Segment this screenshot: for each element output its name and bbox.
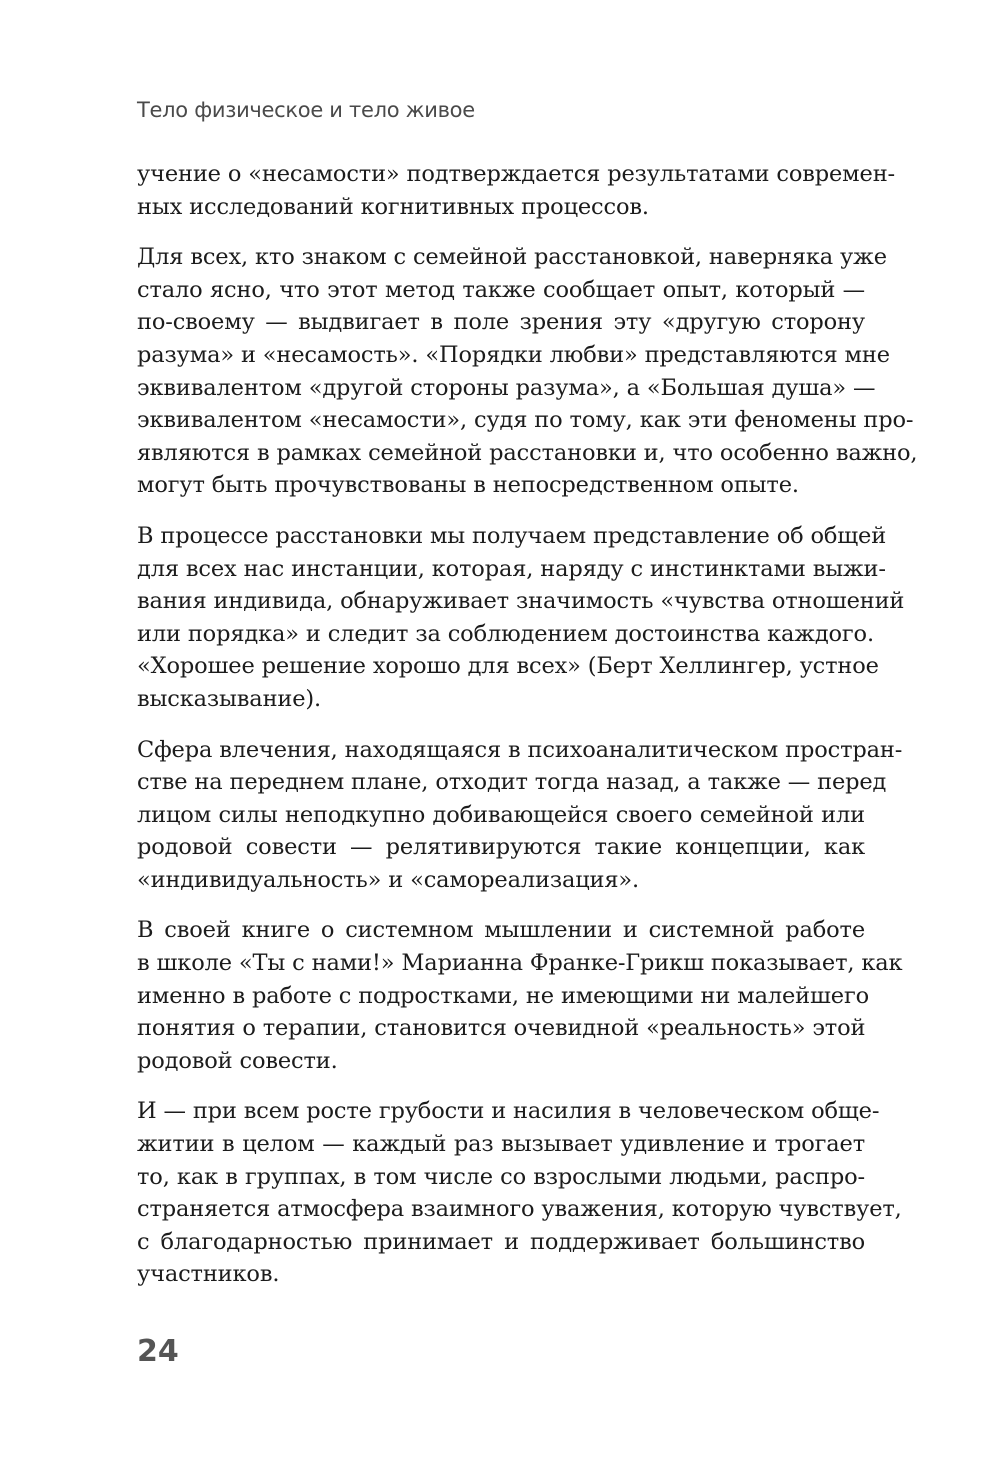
- text-line: эквивалентом «другой стороны разума», а «Большая душа» —: [137, 374, 876, 401]
- running-head: Тело физическое и тело живое: [137, 98, 475, 122]
- page-number: 24: [137, 1334, 179, 1369]
- text-line: то, как в группах, в том числе со взрослыми людьми, распро-: [137, 1163, 865, 1190]
- text-line: В процессе расстановки мы получаем представление об общей: [137, 522, 887, 549]
- text-line: именно в работе с подростками, не имеющими ни малейшего: [137, 982, 869, 1009]
- text-line: вания индивида, обнаруживает значимость «чувства отношений: [137, 588, 905, 615]
- body-text: [137, 158, 918, 1309]
- text-line: Для всех, кто знаком с семейной расстановкой, наверняка уже: [137, 244, 887, 271]
- paragraph: [137, 158, 895, 223]
- text-line: с благодарностью принимает и поддерживает большинство: [137, 1228, 865, 1255]
- paragraph: [137, 1095, 902, 1291]
- text-line: или порядка» и следит за соблюдением достоинства каждого.: [137, 620, 874, 647]
- text-line: учение о «несамости» подтверждается результатами современ-: [137, 161, 895, 187]
- text-line: Сфера влечения, находящаяся в психоаналитическом простран-: [137, 736, 903, 763]
- text-line: стве на переднем плане, отходит тогда назад, а также — перед: [137, 769, 887, 796]
- text-line: высказывание).: [137, 685, 322, 712]
- paragraph: [137, 914, 903, 1077]
- text-line: «индивидуальность» и «самореализация».: [137, 866, 640, 893]
- text-line: для всех нас инстанции, которая, наряду с инстинктами выжи-: [137, 555, 886, 582]
- text-line: стало ясно, что этот метод также сообщает опыт, который —: [137, 276, 865, 303]
- text-line: разума» и «несамость». «Порядки любви» представляются мне: [137, 341, 890, 368]
- text-line: понятия о терапии, становится очевидной «реальность» этой: [137, 1015, 866, 1042]
- text-line: эквивалентом «несамости», судя по тому, как эти феномены про-: [137, 407, 914, 434]
- paragraph: [137, 734, 903, 897]
- text-line: могут быть прочувствованы в непосредственном опыте.: [137, 472, 799, 499]
- text-line: житии в целом — каждый раз вызывает удивление и трогает: [137, 1131, 865, 1158]
- text-line: И — при всем росте грубости и насилия в человеческом обще-: [137, 1098, 880, 1125]
- text-line: родовой совести — релятивируются такие концепции, как: [137, 834, 865, 861]
- text-line: «Хорошее решение хорошо для всех» (Берт Хеллингер, устное: [137, 653, 879, 680]
- text-line: по-своему — выдвигает в поле зрения эту «другую сторону: [137, 309, 865, 336]
- paragraph: [137, 241, 918, 502]
- text-line: ных исследований когнитивных процессов.: [137, 193, 649, 220]
- text-line: являются в рамках семейной расстановки и, что особенно важно,: [137, 439, 918, 466]
- text-line: родовой совести.: [137, 1047, 338, 1074]
- text-line: В своей книге о системном мышлении и системной работе: [137, 917, 865, 944]
- paragraph: [137, 520, 905, 716]
- text-line: страняется атмосфера взаимного уважения, которую чувствует,: [137, 1196, 902, 1223]
- text-line: участников.: [137, 1261, 280, 1288]
- text-line: лицом силы неподкупно добивающейся своего семейной или: [137, 801, 865, 828]
- text-line: в школе «Ты с нами!» Марианна Франке-Грикш показывает, как: [137, 950, 903, 977]
